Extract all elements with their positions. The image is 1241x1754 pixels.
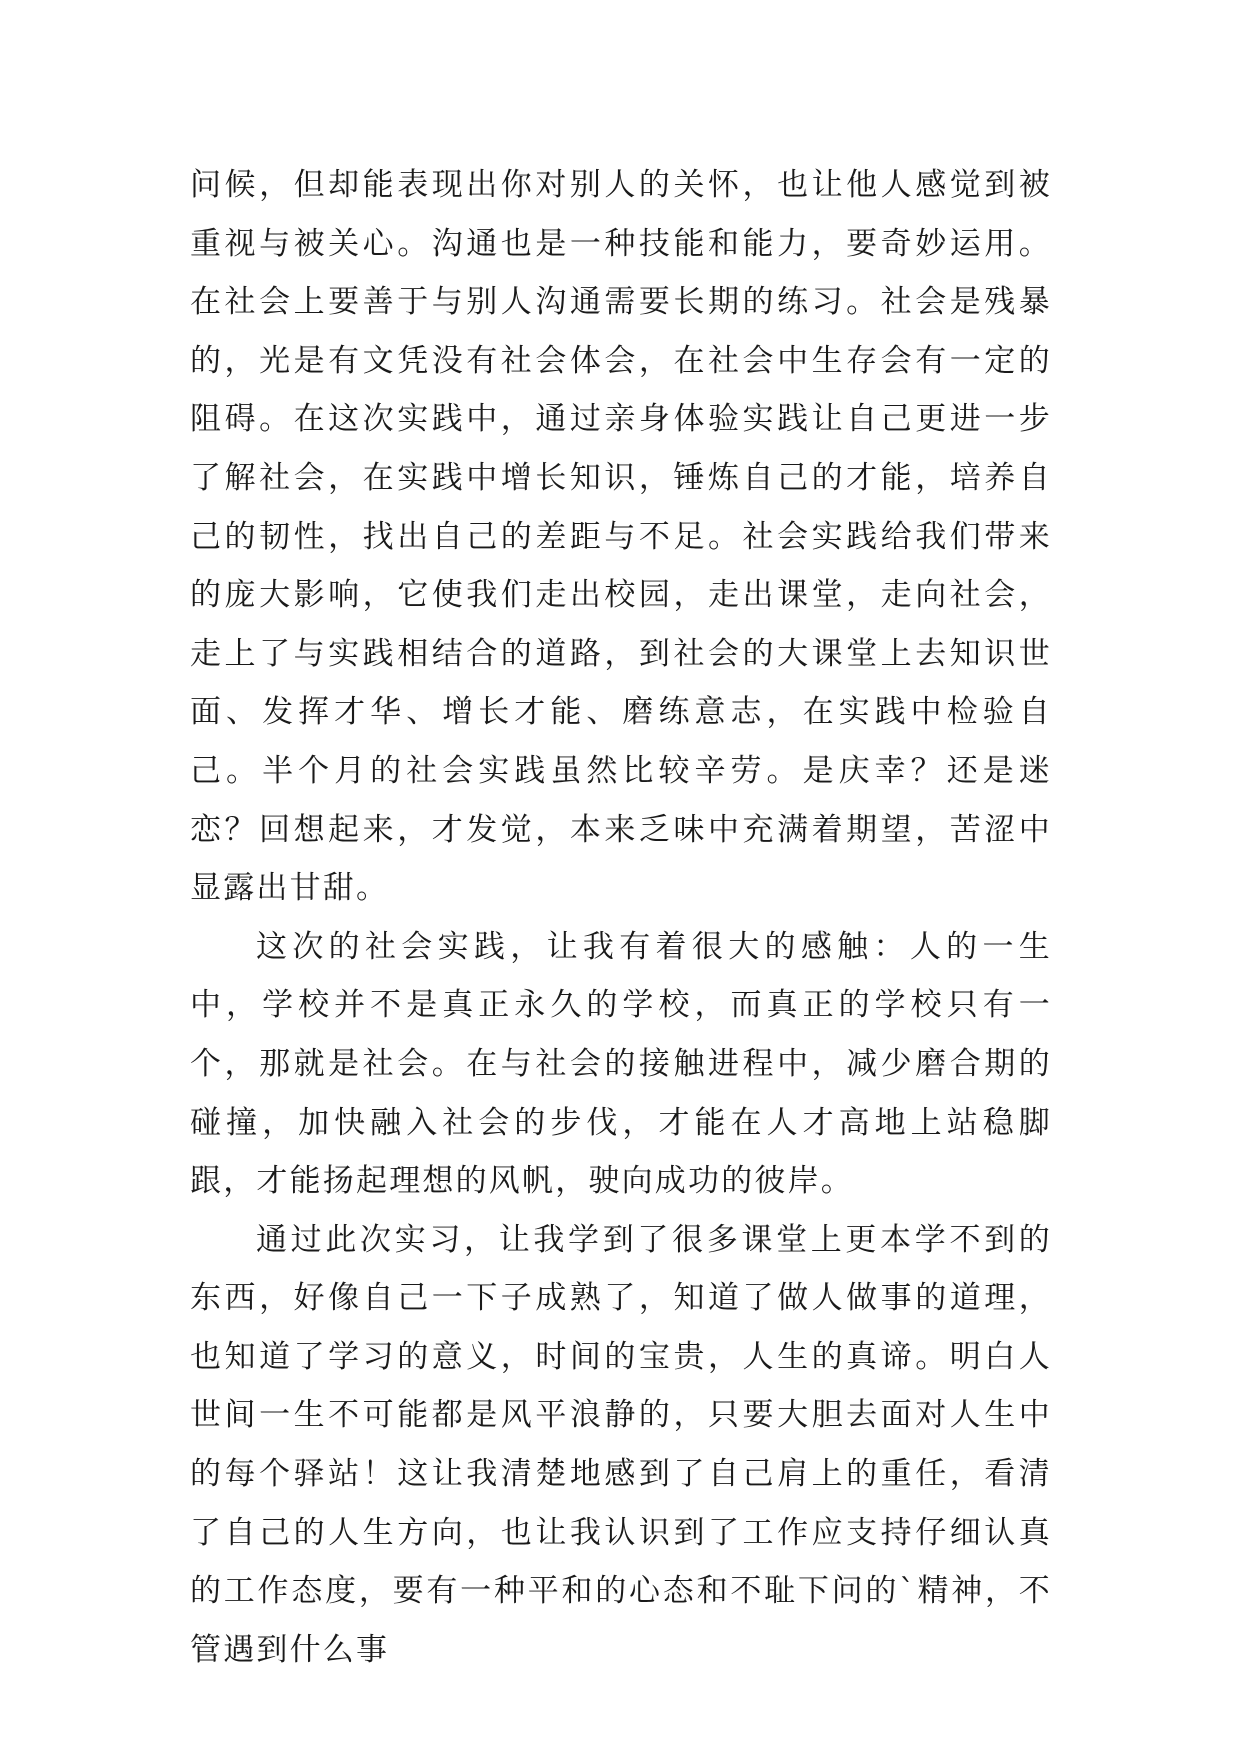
paragraph-3: 通过此次实习，让我学到了很多课堂上更本学不到的东西，好像自己一下子成熟了，知道了做人做事的道理，也知道了学习的意义，时间的宝贵，人生的真谛。明白人世间一生不可能都是风平浪静的，只要大胆去面对人生中的每个驿站！这让我清楚地感到了自己肩上的重任，看清了自己的人生方向，也让我认识到了工作应支持仔细认真的工作态度，要有一种平和的心态和不耻下问的`精神，不管遇到什么事 bbox=[190, 1221, 1052, 1668]
paragraph-2: 这次的社会实践，让我有着很大的感触：人的一生中，学校并不是真正永久的学校，而真正的学校只有一个，那就是社会。在与社会的接触进程中，减少磨合期的碰撞，加快融入社会的步伐，才能在人才高地上站稳脚跟，才能扬起理想的风帆，驶向成功的彼岸。 bbox=[190, 928, 1052, 1200]
paragraph-1: 问候，但却能表现出你对别人的关怀，也让他人感觉到被重视与被关心。沟通也是一种技能和能力，要奇妙运用。在社会上要善于与别人沟通需要长期的练习。社会是残暴的，光是有文凭没有社会体会，在社会中生存会有一定的阻碍。在这次实践中，通过亲身体验实践让自己更进一步了解社会，在实践中增长知识，锤炼自己的才能，培养自己的韧性，找出自己的差距与不足。社会实践给我们带来的庞大影响，它使我们走出校园，走出课堂，走向社会，走上了与实践相结合的道路，到社会的大课堂上去知识世面、发挥才华、增长才能、磨练意志，在实践中检验自己。半个月的社会实践虽然比较辛劳。是庆幸？还是迷恋？回想起来，才发觉，本来乏味中充满着期望，苦涩中显露出甘甜。 bbox=[190, 167, 1052, 907]
body-text bbox=[190, 156, 1052, 1679]
